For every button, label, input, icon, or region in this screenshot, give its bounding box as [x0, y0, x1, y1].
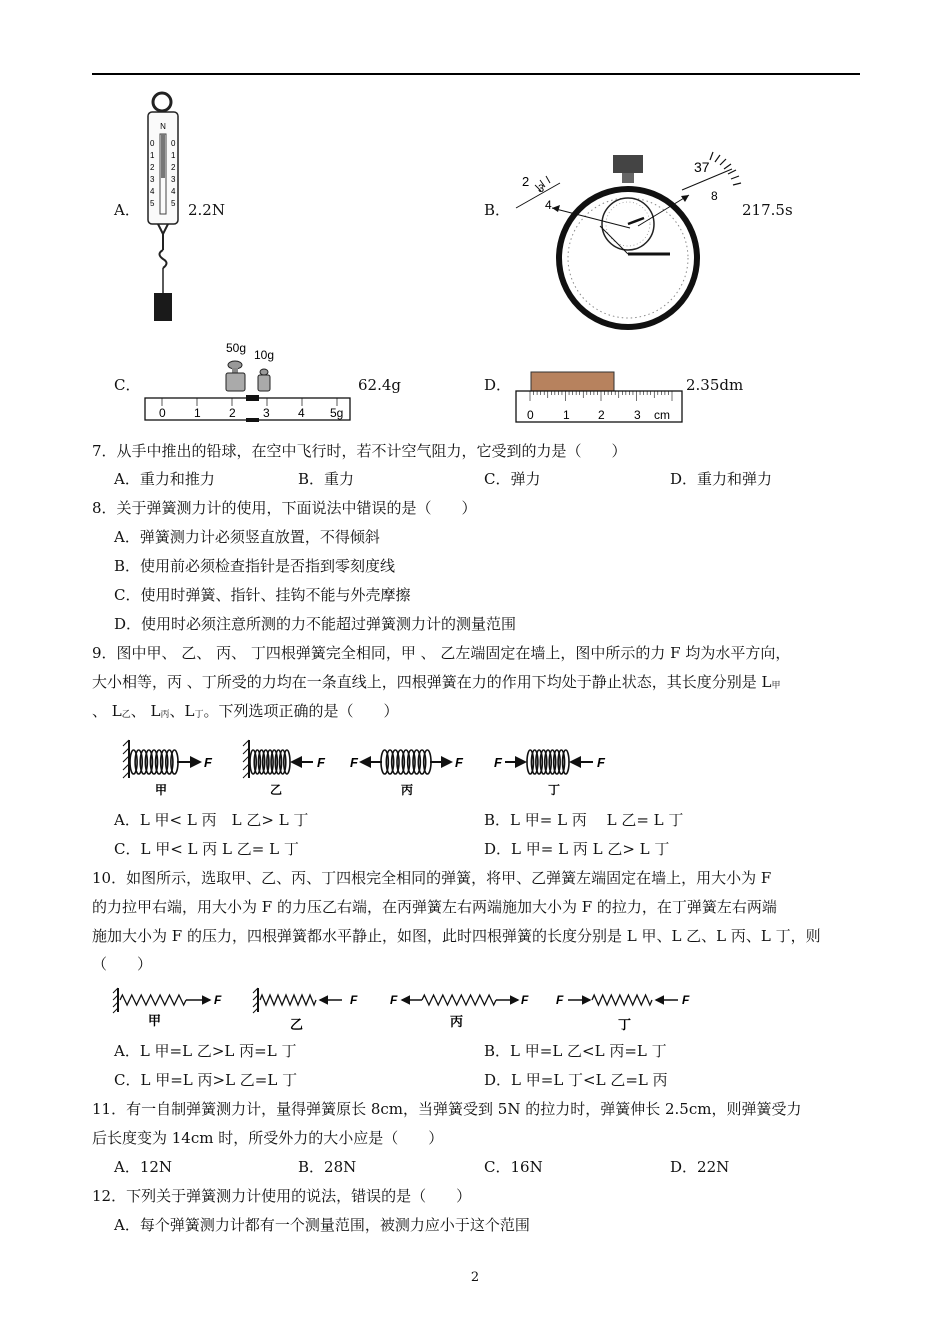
q12-stem: 12．下列关于弹簧测力计使用的说法，错误的是（ ） [92, 1187, 472, 1205]
q10-label-ding: 丁 [618, 1017, 632, 1032]
beam-tick-3: 3 [263, 406, 270, 420]
scale-right-1: 1 [171, 151, 176, 160]
q9-label-yi: 乙 [270, 783, 283, 796]
scale-unit-label: N [160, 122, 166, 131]
outer-label-37: 37 [694, 159, 710, 175]
beam-tick-4: 4 [298, 406, 305, 420]
scale-left-2: 2 [150, 163, 155, 172]
option-c-letter: C． [114, 376, 141, 394]
outer-label-8: 8 [711, 189, 718, 203]
scale-right-3: 3 [171, 175, 176, 184]
scale-left-4: 4 [150, 187, 155, 196]
beam-tick-2: 2 [229, 406, 236, 420]
q9-force-label-3: F [350, 755, 358, 770]
q7-option-b: B．重力 [298, 470, 355, 488]
top-rule [92, 73, 860, 75]
q10-label-bing: 丙 [450, 1014, 464, 1029]
option-b-letter: B． [484, 201, 511, 219]
q9-line-1: 9．图中甲、 乙、 丙、 丁四根弹簧完全相同，甲 、 乙左端固定在墙上，图中所示的力 F 均为水平方向， [92, 644, 791, 662]
q10-label-yi: 乙 [290, 1017, 304, 1032]
q10-option-a: A．L 甲=L 乙>L 丙=L 丁 [114, 1042, 297, 1060]
q9-force-label-4: F [455, 755, 463, 770]
option-a-reading: 2.2N [188, 201, 225, 219]
scale-right-5: 5 [171, 199, 176, 208]
q11-option-c: C．16N [484, 1158, 543, 1176]
q11-option-a: A．12N [114, 1158, 173, 1176]
q9-option-b: B．L 甲= L 丙 L 乙= L 丁 [484, 811, 684, 829]
q9-option-d: D．L 甲= L 丙 L 乙> L 丁 [484, 840, 670, 858]
option-a-letter: A． [114, 201, 140, 219]
q10-force-label-2: F [350, 993, 358, 1007]
q9-springs-figure [120, 734, 620, 796]
q9-force-label-5: F [494, 755, 502, 770]
q11-line-2: 后长度变为 14cm 时，所受外力的大小应是（ ） [92, 1129, 444, 1147]
q10-line-2: 的力拉甲右端，用大小为 F 的力压乙右端，在丙弹簧左右两端施加大小为 F 的拉力，在丁弹簧左右两端 [92, 898, 777, 916]
q8-stem: 8．关于弹簧测力计的使用，下面说法中错误的是（ ） [92, 499, 477, 517]
q9-label-ding: 丁 [548, 783, 561, 796]
stopwatch-figure [510, 142, 745, 340]
q10-label-jia: 甲 [148, 1013, 162, 1028]
q10-force-label-5: F [556, 993, 564, 1007]
q10-springs-figure [110, 982, 700, 1032]
q10-line-4: （ ） [92, 955, 153, 973]
balance-beam-figure [142, 338, 352, 426]
q11-option-d: D．22N [670, 1158, 730, 1176]
q9-label-bing: 丙 [401, 783, 414, 796]
q7-stem: 7．从手中推出的铅球，在空中飞行时，若不计空气阻力，它受到的力是（ ） [92, 442, 627, 460]
option-c-reading: 62.4g [358, 376, 402, 394]
q8-option-c: C．使用时弹簧、指针、挂钩不能与外壳摩擦 [114, 586, 411, 604]
ruler-figure [512, 368, 684, 426]
option-b-reading: 217.5s [742, 201, 793, 219]
option-d-letter: D． [484, 376, 512, 394]
scale-right-2: 2 [171, 163, 176, 172]
q12-option-a: A．每个弹簧测力计都有一个测量范围，被测力应小于这个范围 [114, 1216, 530, 1234]
q8-option-d: D．使用时必须注意所测的力不能超过弹簧测力计的测量范围 [114, 615, 517, 633]
page-number: 2 [470, 1270, 480, 1285]
q10-option-b: B．L 甲=L 乙<L 丙=L 丁 [484, 1042, 667, 1060]
q10-line-1: 10．如图所示，选取甲、乙、丙、丁四根完全相同的弹簧，将甲、乙弹簧左端固定在墙上，用大小为 F [92, 869, 772, 887]
q9-force-label-2: F [317, 755, 325, 770]
q9-label-jia: 甲 [155, 783, 168, 796]
q10-option-d: D．L 甲=L 丁<L 乙=L 丙 [484, 1071, 668, 1089]
weight-10g-label: 10g [254, 348, 275, 362]
q8-option-a: A．弹簧测力计必须竖直放置，不得倾斜 [114, 528, 380, 546]
q9-line-2: 大小相等，丙 、丁所受的力均在一条直线上，四根弹簧在力的作用下均处于静止状态，其长度分别是 L甲 [92, 673, 781, 691]
spring-scale-figure [138, 88, 190, 326]
q9-force-label-1: F [204, 755, 212, 770]
weight-50g-label: 50g [226, 341, 247, 355]
scale-right-0: 0 [171, 139, 176, 148]
q7-option-c: C．弹力 [484, 470, 541, 488]
q7-option-a: A．重力和推力 [114, 470, 215, 488]
q11-line-1: 11．有一自制弹簧测力计，量得弹簧原长 8cm，当弹簧受到 5N 的拉力时，弹簧伸长 2.5cm，则弹簧受力 [92, 1100, 802, 1118]
beam-tick-0: 0 [159, 406, 166, 420]
beam-tick-5g: 5g [330, 406, 344, 420]
q11-option-b: B．28N [298, 1158, 357, 1176]
scale-right-4: 4 [171, 187, 176, 196]
q10-force-label-3: F [390, 993, 398, 1007]
q10-force-label-4: F [521, 993, 529, 1007]
scale-left-5: 5 [150, 199, 155, 208]
inner-label-4: 4 [545, 198, 552, 212]
inner-label-2: 2 [522, 174, 530, 189]
beam-tick-1: 1 [194, 406, 201, 420]
ruler-tick-3: 3 [634, 408, 641, 422]
ruler-tick-1: 1 [563, 408, 570, 422]
q10-force-label-6: F [682, 993, 690, 1007]
q8-option-b: B．使用前必须检查指针是否指到零刻度线 [114, 557, 396, 575]
scale-left-3: 3 [150, 175, 155, 184]
q10-force-label-1: F [214, 993, 222, 1007]
option-d-reading: 2.35dm [686, 376, 744, 394]
scale-left-1: 1 [150, 151, 155, 160]
ruler-unit-cm: cm [654, 408, 670, 422]
ruler-tick-2: 2 [598, 408, 605, 422]
q9-option-c: C．L 甲< L 丙 L 乙= L 丁 [114, 840, 299, 858]
q9-option-a: A．L 甲< L 丙 L 乙> L 丁 [114, 811, 309, 829]
inner-label-3: 3 [538, 183, 545, 195]
ruler-tick-0: 0 [527, 408, 534, 422]
q9-force-label-6: F [597, 755, 605, 770]
q9-line-3: 、 L乙、 L丙、L丁。下列选项正确的是（ ） [92, 702, 399, 720]
q10-option-c: C．L 甲=L 丙>L 乙=L 丁 [114, 1071, 298, 1089]
q10-line-3: 施加大小为 F 的压力，四根弹簧都水平静止，如图，此时四根弹簧的长度分别是 L 甲、L 乙、L 丙、L 丁，则 [92, 927, 821, 945]
q7-option-d: D．重力和弹力 [670, 470, 773, 488]
scale-left-0: 0 [150, 139, 155, 148]
